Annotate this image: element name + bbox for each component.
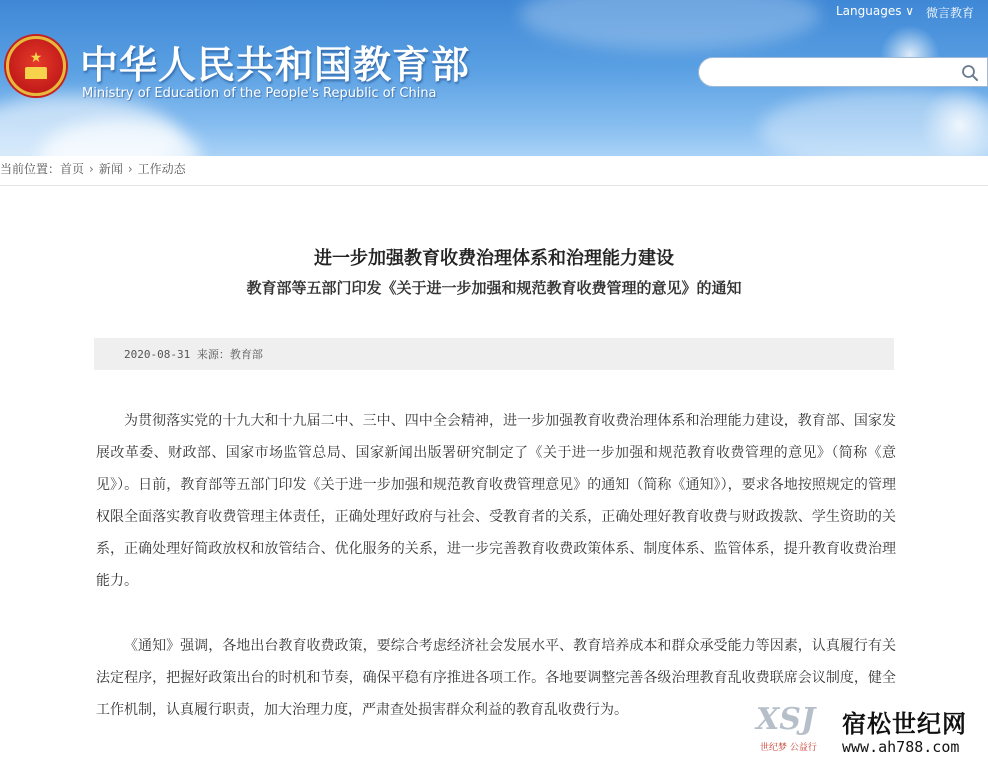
breadcrumb-home[interactable]: 首页 bbox=[60, 162, 85, 176]
breadcrumb-prefix: 当前位置： bbox=[0, 162, 61, 176]
weibo-link[interactable]: 微言教育 bbox=[926, 6, 975, 20]
chevron-right-icon: › bbox=[127, 162, 133, 176]
site-subtitle: Ministry of Education of the People's Republic of China bbox=[82, 86, 437, 101]
search-icon[interactable] bbox=[961, 64, 979, 82]
article-paragraph: 《通知》强调，各地出台教育收费政策，要综合考虑经济社会发展水平、教育培养成本和群众承受能力等因素，认真履行有关法定程序，把握好政策出台的时机和节奏，确保平稳有序推进各项工作。各地要调整完善各级治理教育乱收费联席会议制度，健全工作机制，认真履行职责，加大治理力度，严肃查处损害群众利益的教育乱收费行为。 bbox=[96, 638, 896, 718]
watermark-logo: XSJ bbox=[756, 702, 816, 737]
breadcrumb-news[interactable]: 新闻 bbox=[98, 162, 123, 176]
tiananmen-icon bbox=[25, 67, 47, 79]
chevron-right-icon: › bbox=[89, 162, 94, 176]
site-header bbox=[0, 0, 988, 156]
article-date-source: 2020-08-31 来源：教育部 bbox=[124, 348, 263, 361]
watermark-site-name: 宿松世纪网 bbox=[842, 710, 967, 738]
site-title[interactable]: 中华人民共和国教育部 bbox=[80, 43, 471, 87]
watermark bbox=[756, 700, 988, 765]
languages-link[interactable]: Languages ∨ bbox=[836, 4, 915, 18]
article-subtitle: 教育部等五部门印发《关于进一步加强和规范教育收费管理的意见》的通知 bbox=[246, 279, 742, 297]
national-emblem-icon[interactable] bbox=[6, 36, 66, 96]
header-cloud bbox=[520, 0, 820, 50]
breadcrumb bbox=[0, 160, 186, 177]
watermark-logo-slogan: 世纪梦 公益行 bbox=[760, 743, 817, 753]
star-icon: ★ bbox=[29, 50, 43, 66]
breadcrumb-work-updates[interactable]: 工作动态 bbox=[137, 162, 186, 176]
search-box[interactable] bbox=[698, 57, 988, 87]
breadcrumb-divider bbox=[0, 185, 988, 186]
emblem-inner bbox=[23, 51, 49, 81]
article-meta-bar bbox=[94, 338, 894, 370]
search-input[interactable] bbox=[711, 62, 951, 82]
watermark-url: www.ah788.com bbox=[842, 738, 960, 756]
article-title: 进一步加强教育收费治理体系和治理能力建设 bbox=[314, 248, 674, 269]
article-paragraph: 为贯彻落实党的十九大和十九届二中、三中、四中全会精神，进一步加强教育收费治理体系和治理能力建设，教育部、国家发展改革委、财政部、国家市场监管总局、国家新闻出版署研究制定了《关于进一步加强和规范教育收费管理的意见》（简称《意见》）。日前，教育部等五部门印发《关于进一步加强和规范教育收费管理意见》的通知（简称《通知》），要求各地按照规定的管理权限全面落实教育收费管理主体责任，正确处理好政府与社会、受教育者的关系，正确处理好教育收费与财政拨款、学生资助的关系，正确处理好简政放权和放管结合、优化服务的关系，进一步完善教育收费政策体系、制度体系、监管体系，提升教育收费治理能力。 bbox=[96, 413, 896, 589]
